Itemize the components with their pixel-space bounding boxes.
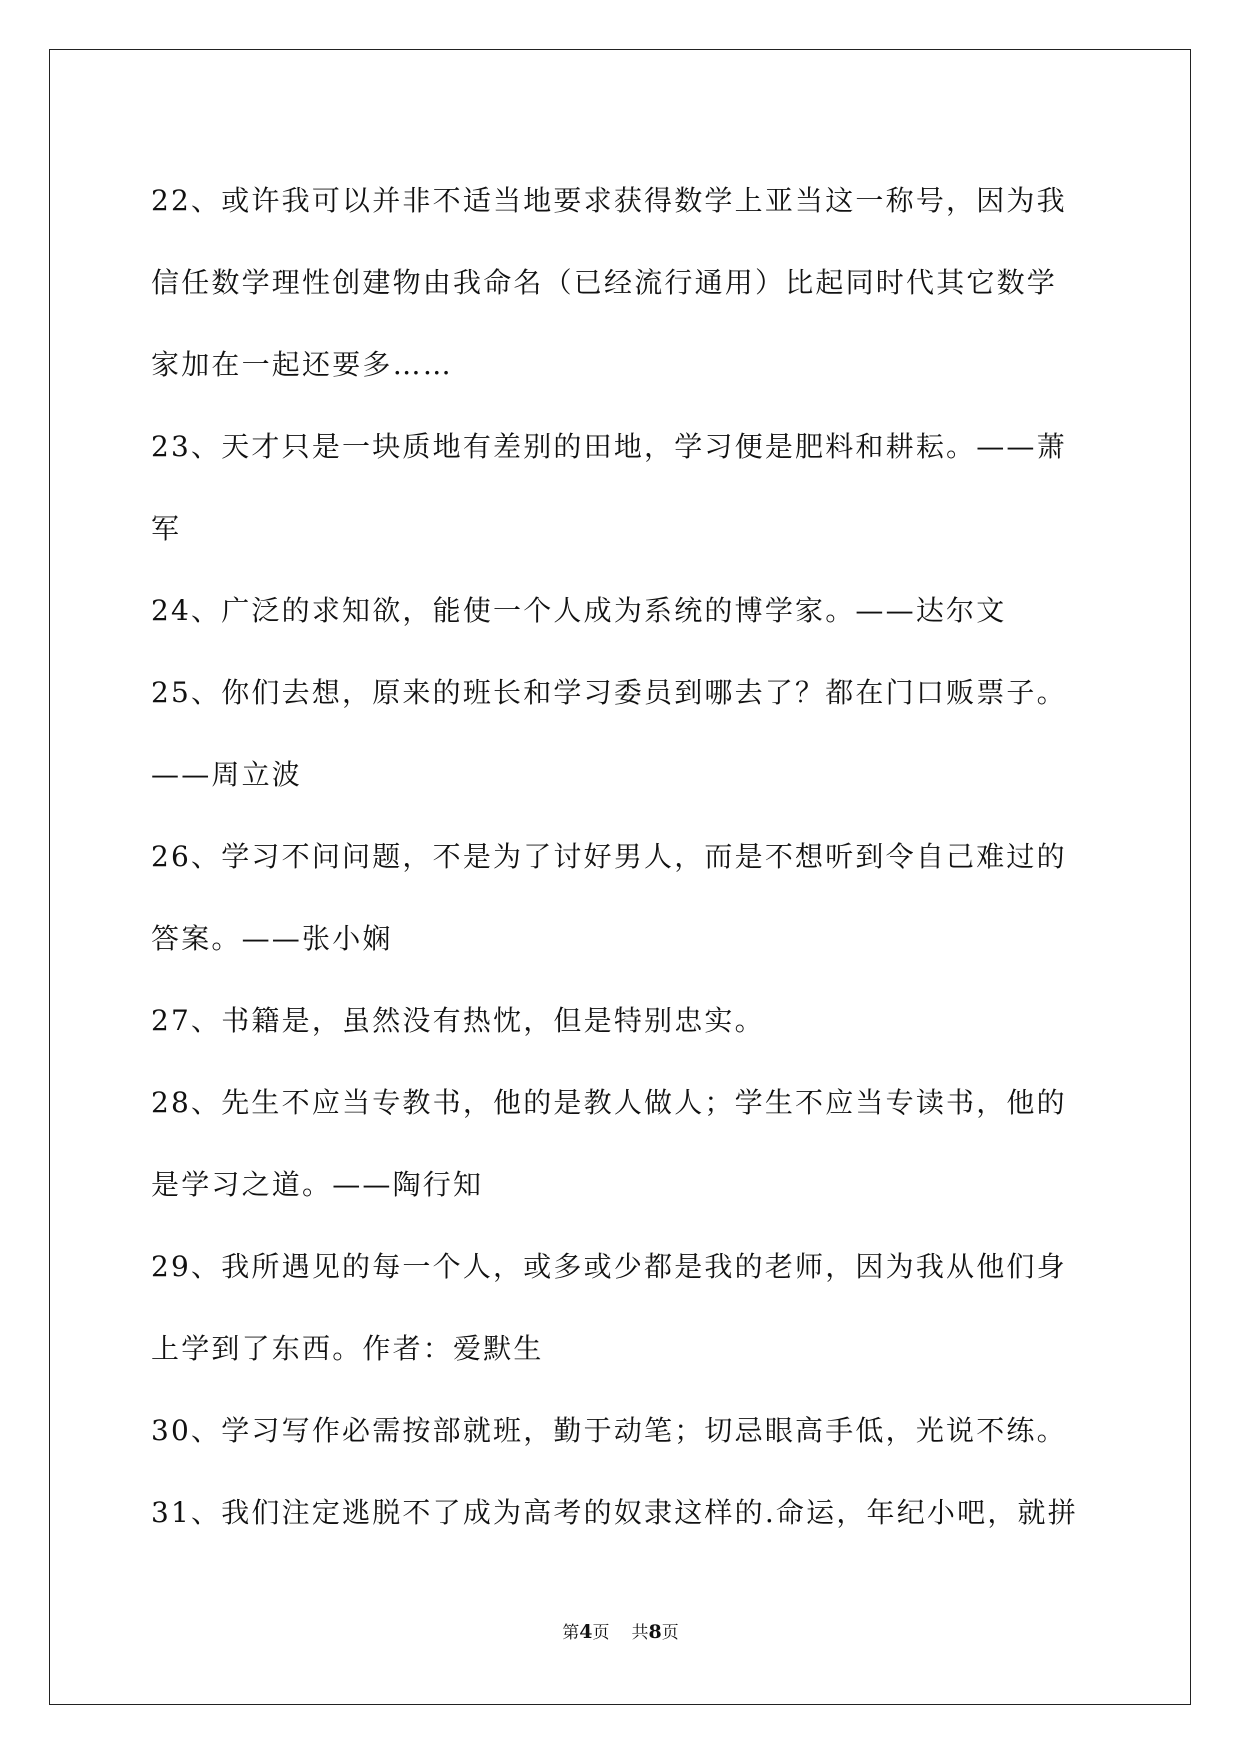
text-line: 24、广泛的求知欲，能使一个人成为系统的博学家。——达尔文 — [151, 594, 1007, 627]
page-suffix: 页 — [592, 1623, 610, 1643]
text-line: 31、我们注定逃脱不了成为高考的奴隶这样的.命运，年纪小吧，就拼 — [151, 1496, 1078, 1529]
page-number: 4 — [579, 1621, 593, 1643]
total-pages: 8 — [648, 1621, 662, 1643]
text-line: 26、学习不问问题，不是为了讨好男人，而是不想听到令自己难过的 — [151, 840, 1067, 873]
text-line: 30、学习写作必需按部就班，勤于动笔；切忌眼高手低，光说不练。 — [151, 1414, 1067, 1447]
total-prefix: 共 — [631, 1623, 649, 1643]
text-line: 是学习之道。——陶行知 — [151, 1168, 484, 1201]
text-line: 家加在一起还要多…… — [151, 348, 454, 381]
text-line: 上学到了东西。作者：爱默生 — [151, 1332, 544, 1365]
page-footer — [0, 1618, 1241, 1643]
text-line: 28、先生不应当专教书，他的是教人做人；学生不应当专读书，他的 — [151, 1086, 1067, 1119]
text-line: 23、天才只是一块质地有差别的田地，学习便是肥料和耕耘。——萧 — [151, 430, 1067, 463]
text-line: 军 — [151, 512, 182, 545]
text-line: 25、你们去想，原来的班长和学习委员到哪去了？都在门口贩票子。 — [151, 676, 1067, 709]
text-line: ——周立波 — [151, 758, 303, 791]
page-prefix: 第 — [562, 1623, 580, 1643]
text-line: 29、我所遇见的每一个人，或多或少都是我的老师，因为我从他们身 — [151, 1250, 1067, 1283]
total-suffix: 页 — [661, 1623, 679, 1643]
text-line: 27、书籍是，虽然没有热忱，但是特别忠实。 — [151, 1004, 765, 1037]
document-body — [151, 160, 1091, 1554]
text-line: 答案。——张小娴 — [151, 922, 393, 955]
text-line: 信任数学理性创建物由我命名（已经流行通用）比起同时代其它数学 — [151, 266, 1058, 299]
text-line: 22、或许我可以并非不适当地要求获得数学上亚当这一称号，因为我 — [151, 184, 1067, 217]
